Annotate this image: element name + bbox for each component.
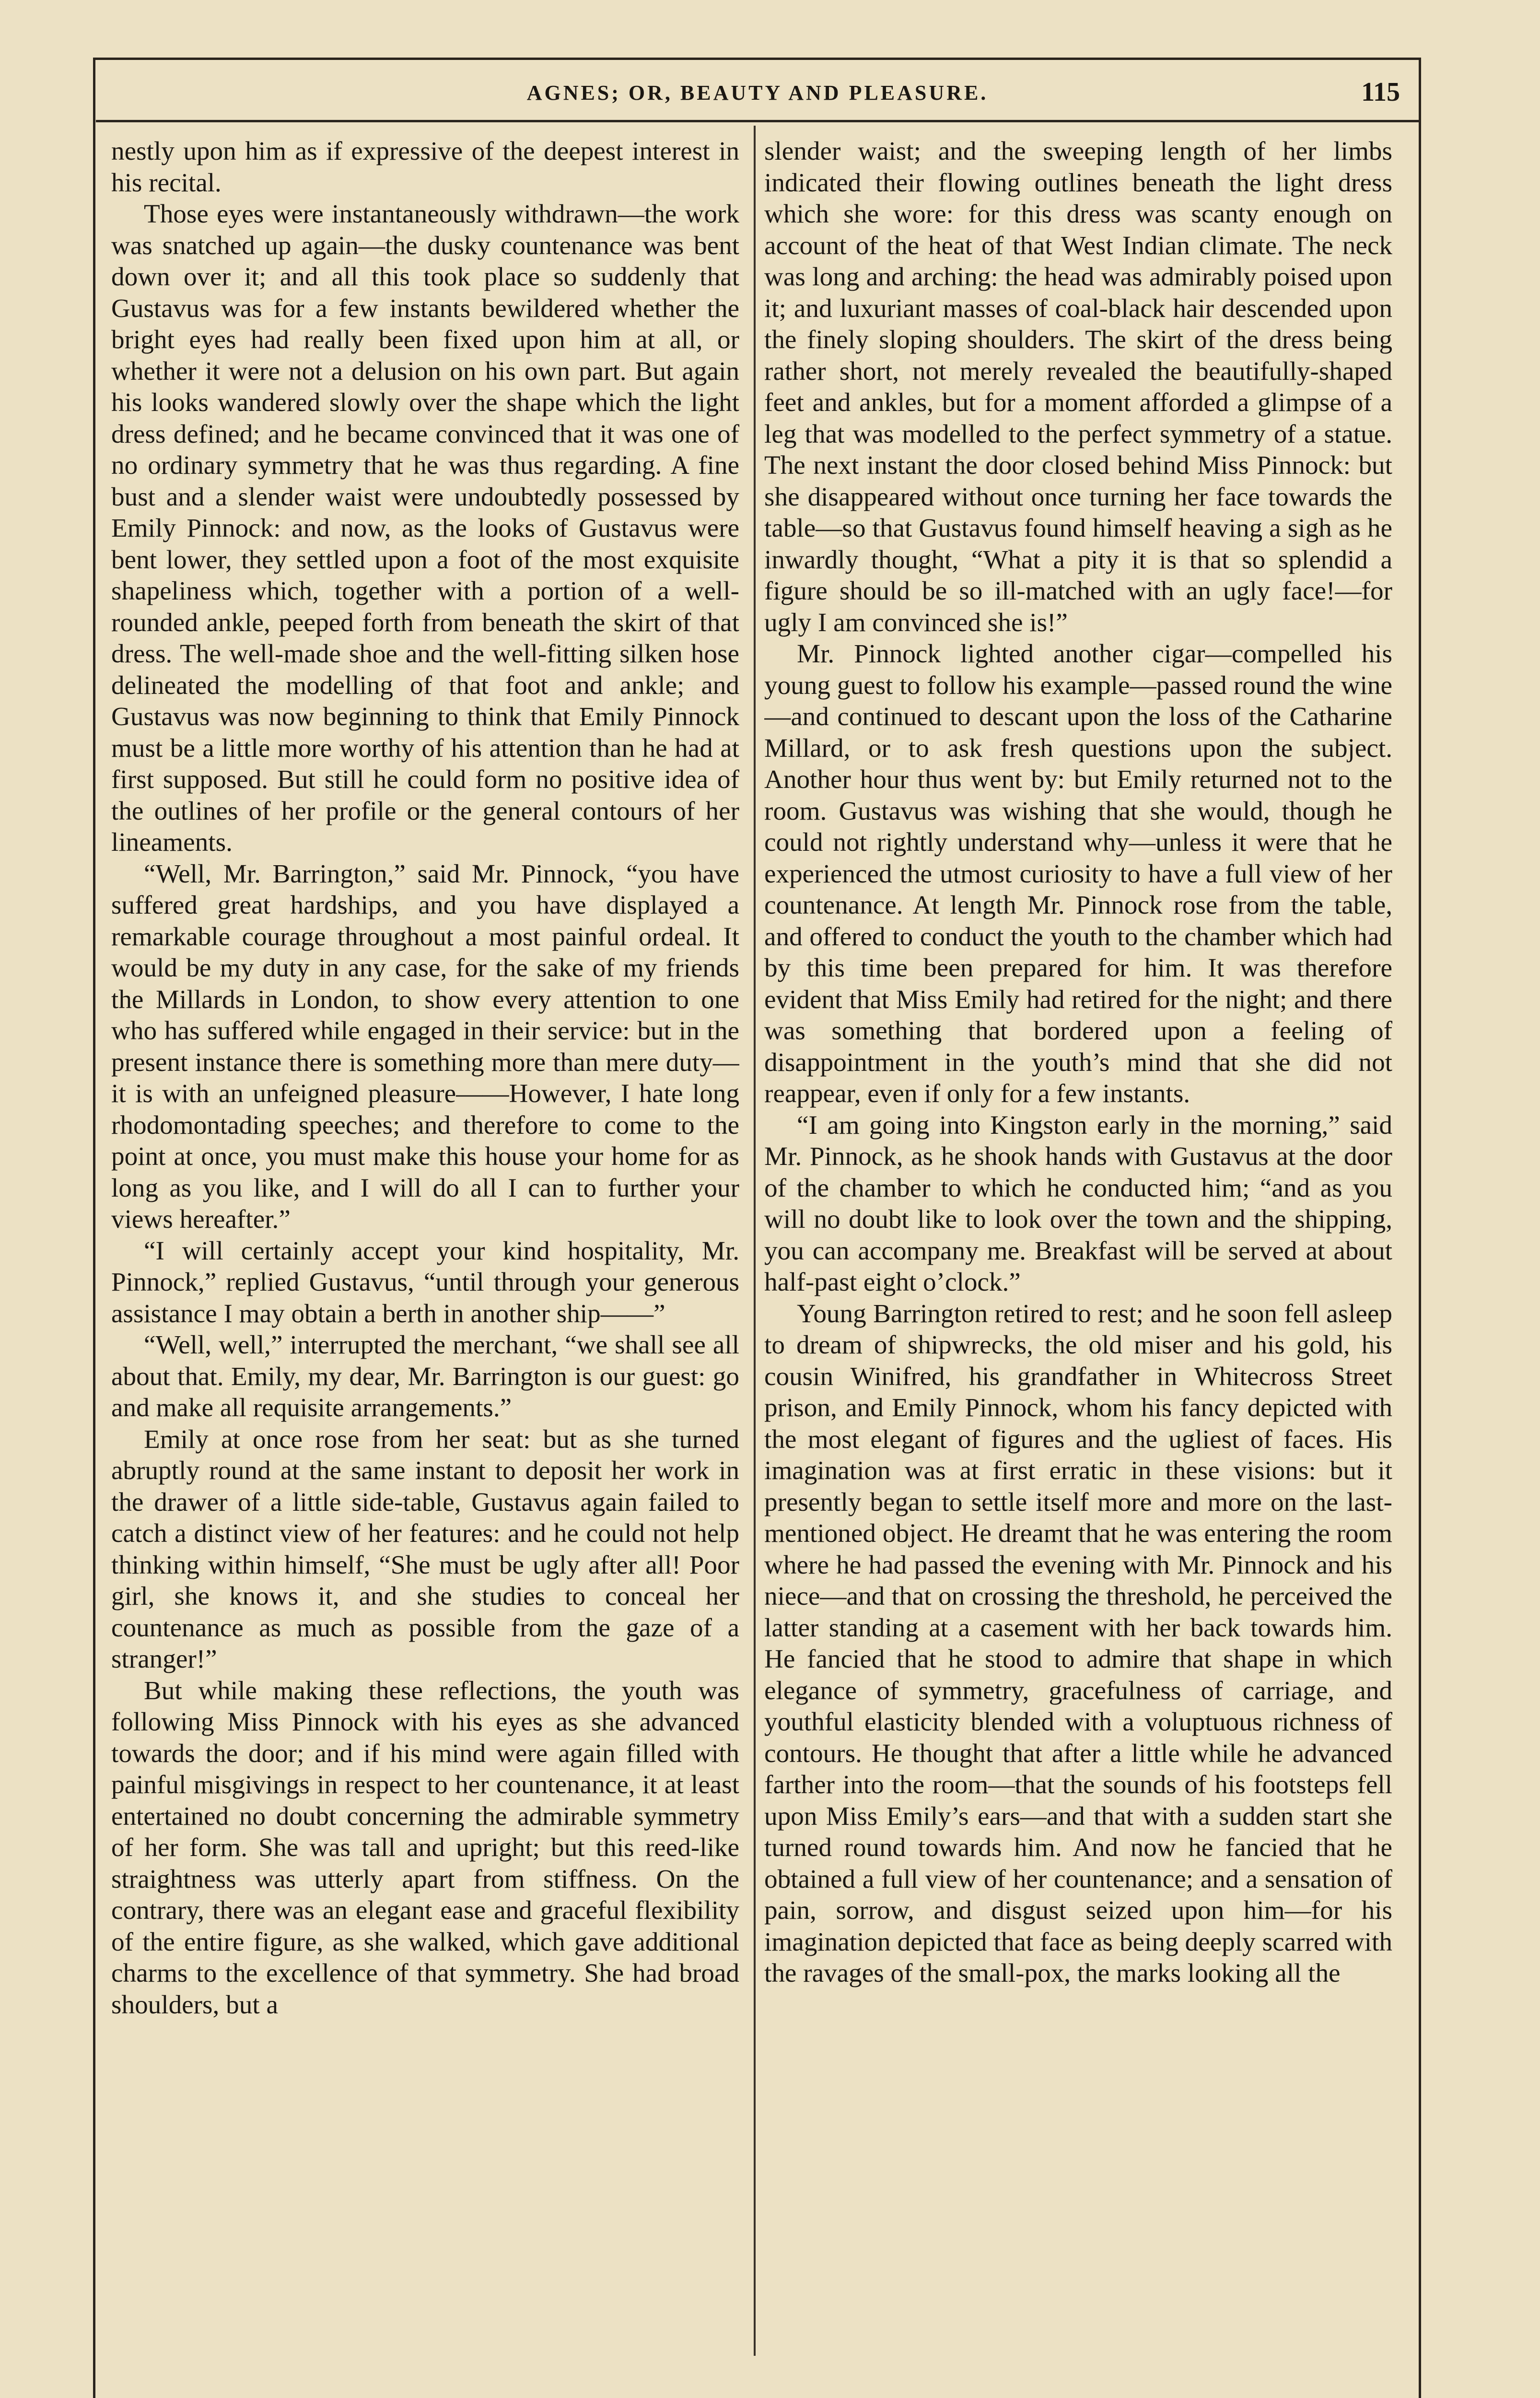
paragraph: “I am going into Kingston early in the morning,” said Mr. Pinnock, as he shook hands with Gustavus at the door of the chamber to which he conducted him; “and as you will no doubt like to look over the town and the shipping, you can accompany me. Breakfast will be served at about half-past eight o’clock.”: [764, 1110, 1392, 1296]
paragraph: “Well, Mr. Barrington,” said Mr. Pinnock, “you have suffered great hardships, and you have displayed a remarkable courage throughout a most painful ordeal. It would be my duty in any case, for the sake of my friends the Millards in London, to show every attention to one who has suffered while engaged in their service: but in the present instance there is something more than mere duty—it is with an unfeigned pleasure——However, I hate long rhodomontading speeches; and therefore to come to the point at once, you must make this house your home for as long as you like, and I will do all I can to further your views hereafter.”: [111, 858, 739, 1234]
left-column: [111, 135, 739, 2351]
paragraph: Emily at once rose from her seat: but as she turned abruptly round at the same instant to deposit her work in the drawer of a little side-table, Gustavus again failed to catch a distinct view of her features: and he could not help thinking within himself, “She must be ugly after all! Poor girl, she knows it, and she studies to conceal her countenance as much as possible from the gaze of a stranger!”: [111, 1424, 739, 1673]
header-rule: [96, 120, 1419, 122]
running-head: AGNES; OR, BEAUTY AND PLEASURE.: [526, 81, 989, 105]
paragraph: Those eyes were instantaneously withdrawn—the work was snatched up again—the dusky countenance was bent down over it; and all this took place so suddenly that Gustavus was for a few instants bewildered whether the bright eyes had really been fixed upon him at all, or whether it were not a delusion on his own part. But again his looks wandered slowly over the shape which the light dress defined; and he became convinced that it was one of no ordinary symmetry that he was thus regarding. A fine bust and a slender waist were undoubtedly possessed by Emily Pinnock: and now, as the looks of Gustavus were bent lower, they settled upon a foot of the most exquisite shapeliness which, together with a portion of a well-rounded ankle, peeped forth from beneath the skirt of that dress. The well-made shoe and the well-fitting silken hose delineated the modelling of that foot and ankle; and Gustavus was now beginning to think that Emily Pinnock must be a little more worthy of his attention than he had at first supposed. But still he could form no positive idea of the outlines of her profile or the general contours of her lineaments.: [111, 199, 739, 857]
page-header: [96, 72, 1419, 115]
paragraph: slender waist; and the sweeping length of her limbs indicated their flowing outlines beneath the light dress which she wore: for this dress was scanty enough on account of the heat of that West Indian climate. The neck was long and arching: the head was admirably poised upon it; and luxuriant masses of coal-black hair descended upon the finely sloping shoulders. The skirt of the dress being rather short, not merely revealed the beautifully-shaped feet and ankles, but for a moment afforded a glimpse of a leg that was modelled to the perfect symmetry of a statue. The next instant the door closed behind Miss Pinnock: but she disappeared without once turning her face towards the table—so that Gustavus found himself heaving a sigh as he inwardly thought, “What a pity it is that so splendid a figure should be so ill-matched with an ugly face!—for ugly I am convinced she is!”: [764, 136, 1392, 637]
right-column: [764, 135, 1392, 2351]
paragraph: “Well, well,” interrupted the merchant, “we shall see all about that. Emily, my dear, Mr. Barrington is our guest: go and make all requisite arrangements.”: [111, 1330, 739, 1422]
paragraph: Young Barrington retired to rest; and he soon fell asleep to dream of shipwrecks, the old miser and his gold, his cousin Winifred, his grandfather in Whitecross Street prison, and Emily Pinnock, whom his fancy depicted with the most elegant of figures and the ugliest of faces. His imagination was at first erratic in these visions: but it presently began to settle itself more and more on the last-mentioned object. He dreamt that he was entering the room where he had passed the evening with Mr. Pinnock and his niece—and that on crossing the threshold, he perceived the latter standing at a casement with her back towards him. He fancied that he stood to admire that shape in which elegance of symmetry, gracefulness of carriage, and youthful elasticity blended with a voluptuous richness of contours. He thought that after a little while he advanced farther into the room—that the sounds of his footsteps fell upon Miss Emily’s ears—and that with a sudden start she turned round towards him. And now he fancied that he obtained a full view of her countenance; and a sensation of pain, sorrow, and disgust seized upon him—for his imagination depicted that face as being deeply scarred with the ravages of the small-pox, the marks looking all the: [764, 1298, 1392, 1987]
paragraph: But while making these reflections, the youth was following Miss Pinnock with his eyes as she advanced towards the door; and if his mind were again filled with painful misgivings in respect to her countenance, it at least entertained no doubt concerning the admirable symmetry of her form. She was tall and upright; but this reed-like straightness was utterly apart from stiffness. On the contrary, there was an elegant ease and graceful flexibility of the entire figure, as she walked, which gave additional charms to the excellence of that symmetry. She had broad shoulders, but a: [111, 1675, 739, 2019]
page-number: 115: [1361, 77, 1400, 107]
paragraph: “I will certainly accept your kind hospitality, Mr. Pinnock,” replied Gustavus, “until through your generous assistance I may obtain a berth in another ship——”: [111, 1235, 739, 1328]
paragraph: Mr. Pinnock lighted another cigar—compelled his young guest to follow his example—passed round the wine—and continued to descant upon the loss of the Catharine Millard, or to ask fresh questions upon the subject. Another hour thus went by: but Emily returned not to the room. Gustavus was wishing that she would, though he could not rightly understand why—unless it were that he experienced the utmost curiosity to have a full view of her countenance. At length Mr. Pinnock rose from the table, and offered to conduct the youth to the chamber which had by this time been prepared for him. It was therefore evident that Miss Emily had retired for the night; and there was something that bordered upon a feeling of disappointment in the youth’s mind that she did not reappear, even if only for a few instants.: [764, 639, 1392, 1108]
column-divider: [754, 126, 756, 2356]
paragraph: nestly upon him as if expressive of the deepest interest in his recital.: [111, 136, 739, 197]
